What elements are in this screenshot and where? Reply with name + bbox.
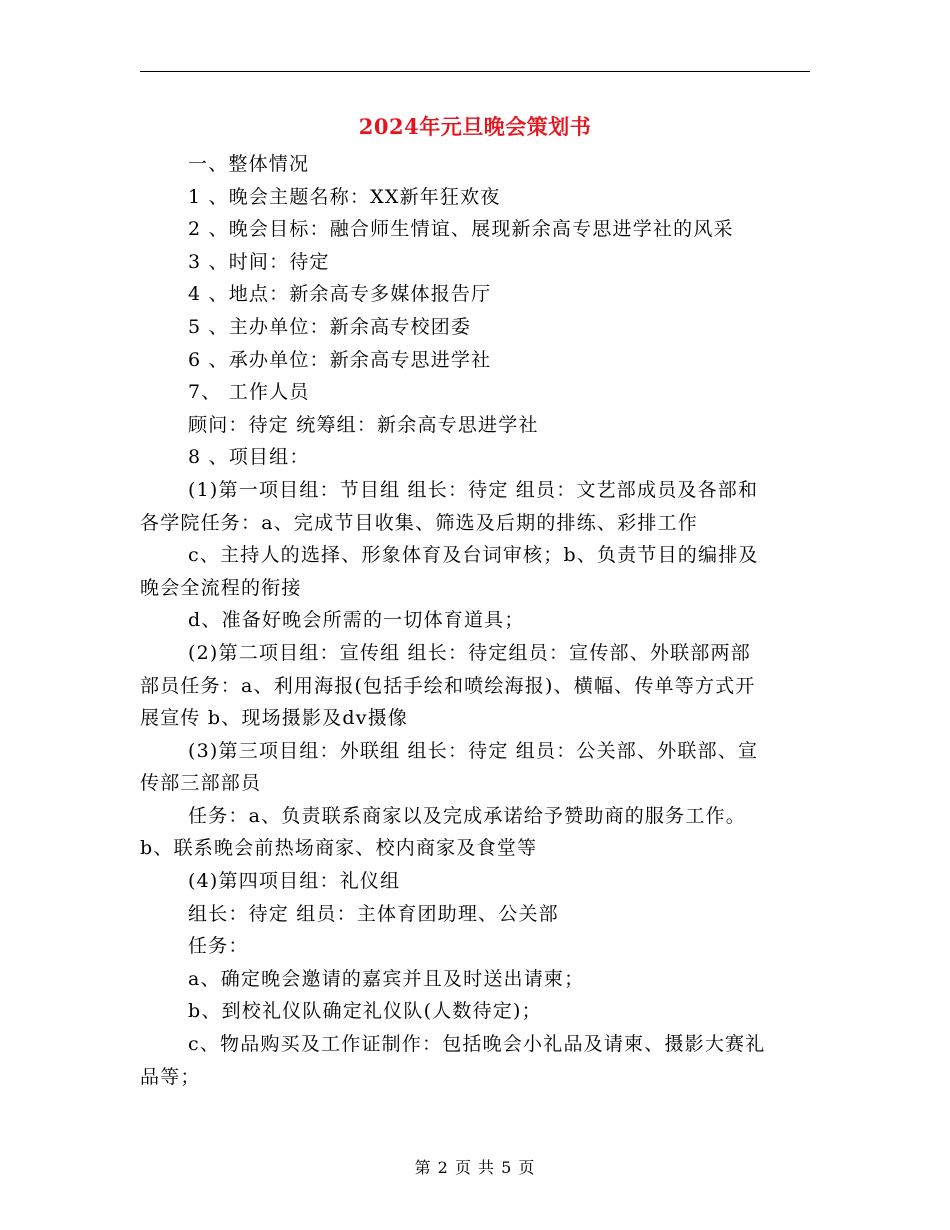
paragraph-line: 2 、晚会目标：融合师生情谊、展现新余高专思进学社的风采 (188, 218, 734, 241)
paragraph-line: 顾问：待定 统筹组：新余高专思进学社 (188, 413, 539, 436)
paragraph-line: 4 、地点：新余高专多媒体报告厅 (188, 283, 492, 306)
paragraph-line: a、确定晚会邀请的嘉宾并且及时送出请柬； (188, 967, 585, 990)
paragraph-line: (3)第三项目组：外联组 组长：待定 组员：公关部、外联部、宣 (188, 739, 759, 762)
paragraph-line: (2)第二项目组：宣传组 组长：待定组员：宣传部、外联部两部 (188, 641, 751, 664)
paragraph-line: b、到校礼仪队确定礼仪队(人数待定)； (188, 1000, 542, 1023)
paragraph-line: 8 、项目组： (188, 446, 310, 469)
paragraph-line: 各学院任务：a、完成节目收集、筛选及后期的排练、彩排工作 (140, 511, 698, 534)
document-title: 2024年元旦晚会策划书 (358, 114, 592, 139)
paragraph-line: 5 、主办单位：新余高专校团委 (188, 315, 472, 338)
paragraph-line: 晚会全流程的衔接 (140, 576, 302, 599)
header-rule (140, 71, 810, 72)
section-heading: 一、整体情况 (188, 153, 310, 175)
paragraph-line: 3 、时间：待定 (188, 250, 330, 273)
paragraph-line: 6 、承办单位：新余高专思进学社 (188, 348, 492, 371)
paragraph-line: 品等； (140, 1065, 201, 1088)
paragraph-line: 7、 工作人员 (188, 381, 310, 404)
paragraph-line: (4)第四项目组：礼仪组 (188, 870, 401, 893)
paragraph-line: (1)第一项目组：节目组 组长：待定 组员：文艺部成员及各部和 (188, 478, 759, 501)
paragraph-line: 传部三部部员 (140, 772, 262, 795)
page-number-footer: 第 2 页 共 5 页 (414, 1158, 536, 1177)
paragraph-line: c、主持人的选择、形象体育及台词审核；b、负责节目的编排及 (188, 544, 759, 567)
paragraph-line: b、联系晚会前热场商家、校内商家及食堂等 (140, 837, 538, 860)
document-body (140, 148, 810, 1093)
paragraph-line: 展宣传 b、现场摄影及dv摄像 (140, 707, 409, 730)
paragraph-line: 任务： (188, 935, 249, 958)
paragraph-line: 任务：a、负责联系商家以及完成承诺给予赞助商的服务工作。 (188, 804, 746, 827)
paragraph-line: c、物品购买及工作证制作：包括晚会小礼品及请柬、摄影大赛礼 (188, 1033, 766, 1056)
paragraph-line: 1 、晚会主题名称：XX新年狂欢夜 (188, 185, 501, 208)
paragraph-line: 部员任务：a、利用海报(包括手绘和喷绘海报)、横幅、传单等方式开 (140, 674, 756, 697)
paragraph-line: 组长：待定 组员：主体育团助理、公关部 (188, 902, 559, 925)
paragraph-line: d、准备好晚会所需的一切体育道具； (188, 609, 525, 632)
